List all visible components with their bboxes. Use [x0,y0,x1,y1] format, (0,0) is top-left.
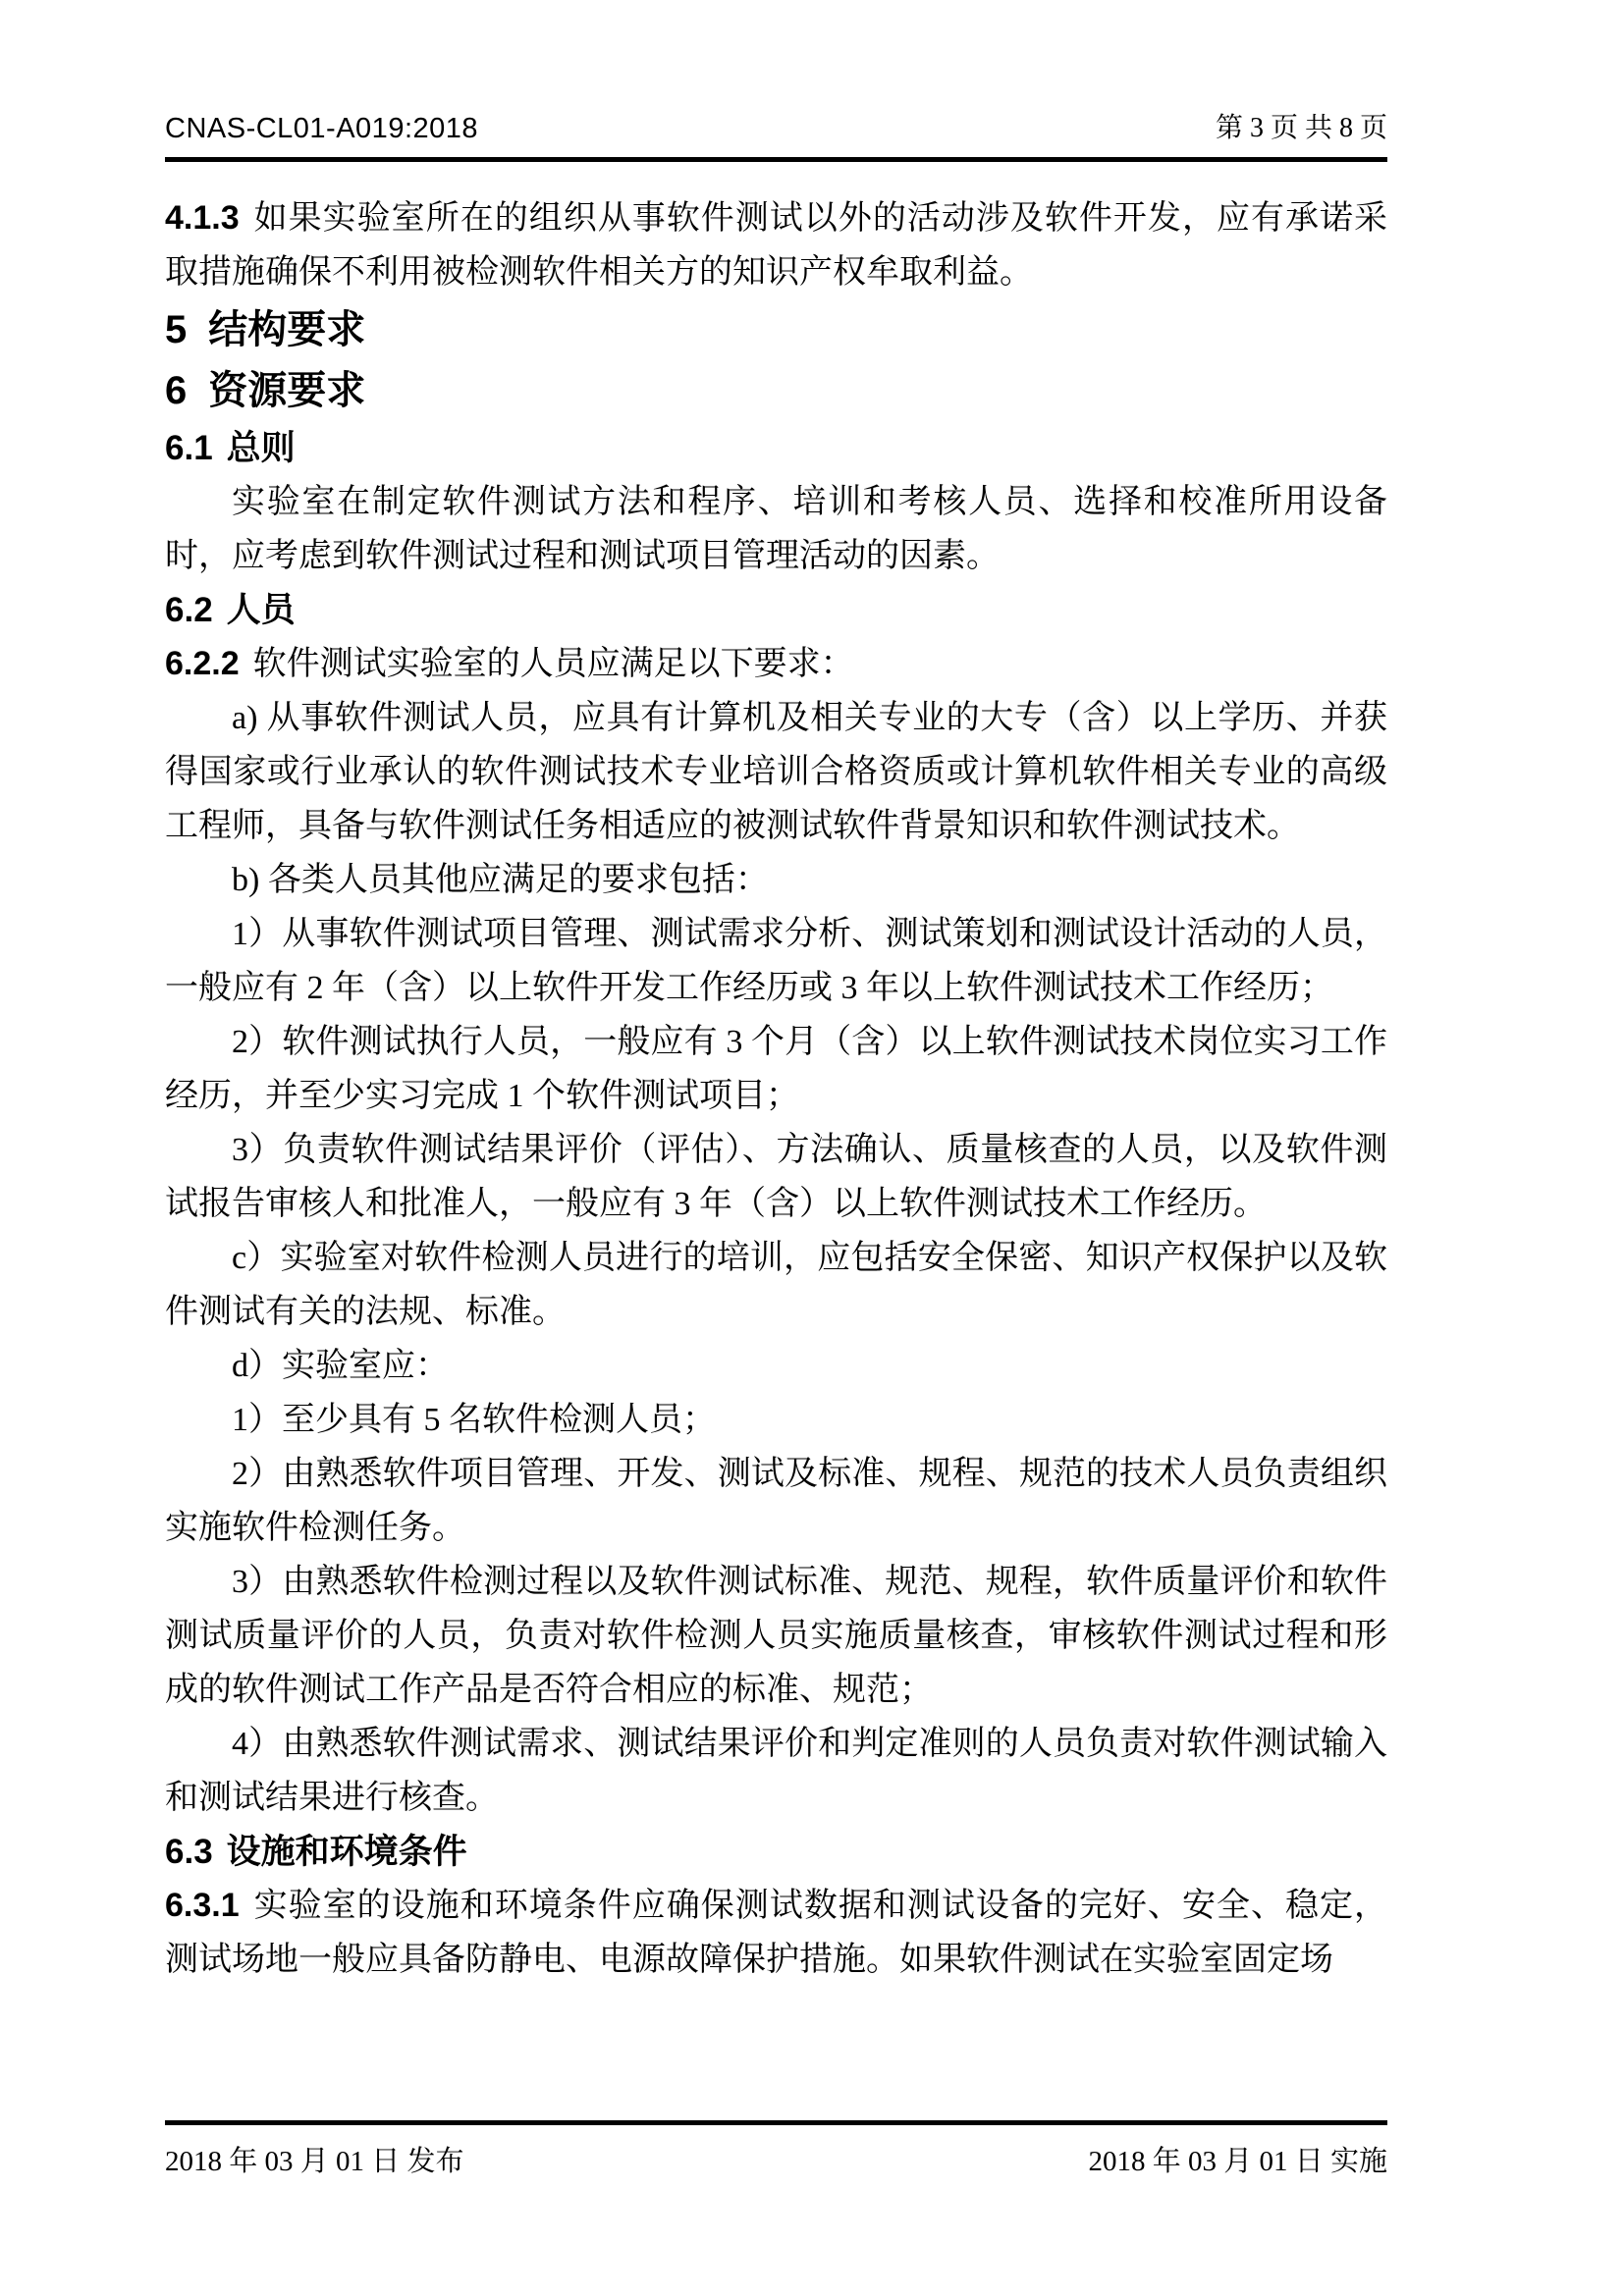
heading-number: 5 [165,308,188,351]
heading-6-2 [165,583,1387,637]
clause-6-3-1 [165,1879,1387,1987]
clause-text: 实验室的设施和环境条件应确保测试数据和测试设备的完好、安全、稳定，测试场地一般应具备防静电、电源故障保护措施。如果软件测试在实验室固定场 [165,1888,1387,1978]
heading-6-3 [165,1825,1387,1879]
heading-number: 6.3 [165,1833,213,1871]
heading-section-6 [165,360,1387,421]
page-footer [165,2120,1387,2179]
document-code: CNAS-CL01-A019:2018 [165,113,479,144]
heading-title: 总则 [226,429,296,467]
heading-title: 资源要求 [208,368,366,412]
list-item-c: c）实验室对软件检测人员进行的培训，应包括安全保密、知识产权保护以及软件测试有关的法规、标准。 [165,1240,1387,1330]
clause-number: 6.2.2 [165,645,240,682]
list-item-d4: 4）由熟悉软件测试需求、测试结果评价和判定准则的人员负责对软件测试输入和测试结果进行核查。 [165,1726,1387,1816]
page-header [165,106,1387,162]
heading-6-1 [165,421,1387,475]
heading-title: 结构要求 [208,307,366,351]
list-item-d2: 2）由熟悉软件项目管理、开发、测试及标准、规程、规范的技术人员负责组织实施软件检测任务。 [165,1456,1387,1546]
document-body [165,191,1387,1987]
heading-number: 6.1 [165,429,213,467]
implementation-date: 2018 年 03 月 01 日 实施 [1088,2146,1387,2177]
clause-text: 软件测试实验室的人员应满足以下要求： [252,646,854,682]
clause-6-2-2 [165,637,1387,691]
list-item-a: a) 从事软件测试人员，应具有计算机及相关专业的大专（含）以上学历、并获得国家或行业承认的软件测试技术专业培训合格资质或计算机软件相关专业的高级工程师，具备与软件测试任务相适应的被测试软件背景知识和软件测试技术。 [165,700,1387,844]
list-item-b1: 1）从事软件测试项目管理、测试需求分析、测试策划和测试设计活动的人员，一般应有 2 年（含）以上软件开发工作经历或 3 年以上软件测试技术工作经历； [165,916,1387,1006]
list-item-d1: 1）至少具有 5 名软件检测人员； [232,1402,716,1438]
clause-4-1-3 [165,191,1387,299]
release-date: 2018 年 03 月 01 日 发布 [165,2146,464,2177]
list-item-d: d）实验室应： [232,1348,449,1384]
clause-text: 如果实验室所在的组织从事软件测试以外的活动涉及软件开发，应有承诺采取措施确保不利用被检测软件相关方的知识产权牟取利益。 [165,200,1387,291]
list-item-d3: 3）由熟悉软件检测过程以及软件测试标准、规范、规程，软件质量评价和软件测试质量评价的人员，负责对软件检测人员实施质量核查，审核软件测试过程和形成的软件测试工作产品是否符合相应的标准、规范； [165,1564,1387,1708]
clause-number: 6.3.1 [165,1887,240,1924]
list-item-b3: 3）负责软件测试结果评价（评估）、方法确认、质量核查的人员，以及软件测试报告审核人和批准人，一般应有 3 年（含）以上软件测试技术工作经历。 [165,1132,1387,1222]
heading-section-5 [165,299,1387,360]
heading-title: 人员 [226,591,296,629]
heading-title: 设施和环境条件 [226,1833,467,1871]
heading-number: 6 [165,369,188,412]
page-number-info: 第 3 页 共 8 页 [1215,113,1387,143]
heading-number: 6.2 [165,591,213,629]
list-item-b: b) 各类人员其他应满足的要求包括： [232,862,769,898]
clause-number: 4.1.3 [165,199,240,237]
paragraph: 实验室在制定软件测试方法和程序、培训和考核人员、选择和校准所用设备时，应考虑到软件测试过程和测试项目管理活动的因素。 [165,484,1387,574]
list-item-b2: 2）软件测试执行人员，一般应有 3 个月（含）以上软件测试技术岗位实习工作经历，并至少实习完成 1 个软件测试项目； [165,1024,1387,1114]
